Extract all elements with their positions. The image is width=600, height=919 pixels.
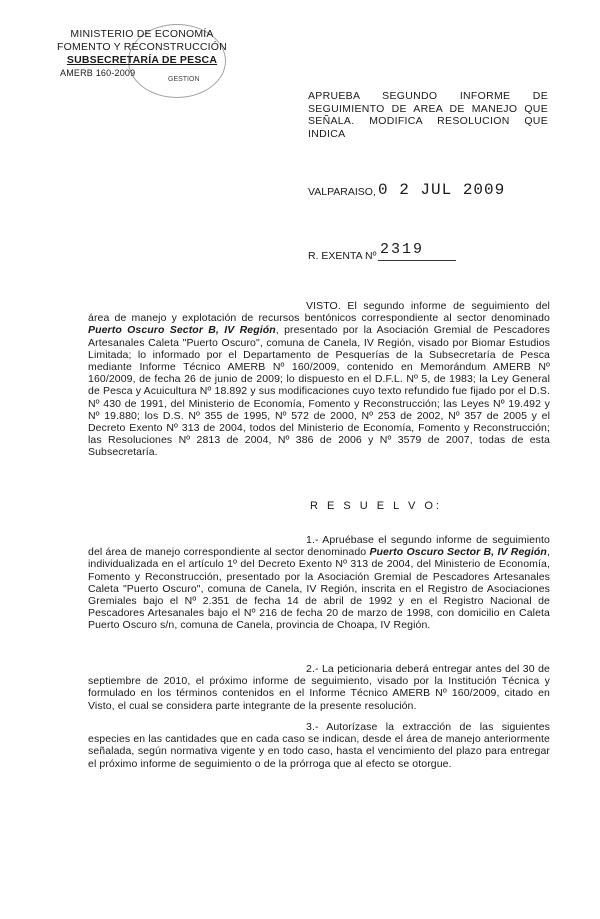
resuelvo-heading: R E S U E L V O: bbox=[310, 500, 442, 512]
place-label: VALPARAISO, bbox=[308, 186, 376, 198]
resolution-number: 2319 bbox=[380, 241, 425, 258]
resolution-underline bbox=[378, 260, 456, 261]
article-2-lead: 2.- La peticionaria deberá entregar antes del 30 bbox=[306, 663, 535, 675]
visto-paragraph: VISTO. El segundo informe de seguimiento del área de manejo y explotación de recursos bentónicos correspondiente al sector denominado Puerto Oscuro Sector B, IV Región, presentado por la Asociación Gremial de Pescadores Artesanales Caleta "Puerto Oscuro", comuna de Canela, IV Región, visado por Biomar Estudios Limitada; lo informado por el Departamento de Pesquerías de la Subsecretaría de Pesca mediante Informe Técnico AMERB Nº 160/2009, contenido en Memorándum AMERB Nº 160/2009, de fecha 26 de junio de 2009; lo dispuesto en el D.F.L. Nº 5, de 1983; la Ley General de Pesca y Acuicultura Nº 18.892 y sus modificaciones cuyo texto refundido fue fijado por el D.S. Nº 430 de 1991, del Ministerio de Economía, Fomento y Reconstrucción; las Leyes Nº 19.492 y Nº 19.880; los D.S. Nº 355 de 1995, Nº 572 de 2000, Nº 253 de 2002, Nº 357 de 2005 y el Decreto Exento Nº 313 de 2004, todos del Ministerio de Economía, Fomento y Reconstrucción; las Resoluciones Nº 2813 de 2004, Nº 386 de 2006 y Nº 3579 de 2007, todas de esta Subsecretaría. bbox=[88, 300, 550, 459]
sector-name: Puerto Oscuro Sector B, IV Región bbox=[88, 324, 276, 337]
letterhead-ministry: MINISTERIO DE ECONOMÍA bbox=[70, 28, 214, 40]
sector-name: Puerto Oscuro Sector B, IV Región bbox=[369, 546, 547, 559]
article-3: 3.- Autorízase la extracción de las siguientes especies en las cantidades que en cada caso se indican, desde el área de manejo anteriormente señalada, según normativa vigente y en todo caso, hasta el vencimiento del plazo para entregar el próximo informe de seguimiento o de la prórroga que al efecto se otorgue. bbox=[88, 721, 550, 770]
article-3-lead: 3.- Autorízase la extracción de las siguientes bbox=[306, 721, 550, 733]
letterhead-reference: AMERB 160-2009 bbox=[60, 68, 136, 78]
letterhead-department: FOMENTO Y RECONSTRUCCIÓN bbox=[57, 41, 227, 53]
date-stamp: 0 2 JUL 2009 bbox=[378, 181, 506, 199]
letterhead-subsecretariat: SUBSECRETARÍA DE PESCA bbox=[66, 54, 218, 66]
article-1: 1.- Apruébase el segundo informe de seguimiento del área de manejo correspondiente al sector denominado Puerto Oscuro Sector B, IV Región, individualizada en el artículo 1º del Decreto Exento Nº 313 de 2004, del Ministerio de Economía, Fomento y Reconstrucción, presentado por la Asociación Gremial de Pescadores Artesanales Caleta "Puerto Oscuro", comuna de Canela, IV Región, inscrita en el Registro de Asociaciones Gremiales bajo el Nº 2.351 de fecha 14 de abril de 1992 y en el Registro Nacional de Pescadores Artesanales bajo el Nº 216 de fecha 20 de marzo de 1998, con domicilio en Caleta Puerto Oscuro s/n, comuna de Canela, provincia de Choapa, IV Región. bbox=[88, 534, 550, 632]
visto-lead: VISTO. El segundo informe de seguimiento del bbox=[306, 300, 550, 312]
letterhead bbox=[52, 28, 232, 80]
subject-line: APRUEBA SEGUNDO INFORME DE bbox=[308, 90, 548, 102]
subject-line: INDICA bbox=[308, 127, 346, 140]
resolution-label: R. EXENTA Nº bbox=[308, 250, 377, 262]
stamp-text: GESTION bbox=[168, 76, 200, 83]
article-2: 2.- La peticionaria deberá entregar antes del 30 de septiembre de 2010, el próximo informe de seguimiento, visado por la Institución Técnica y formulado en los términos contenidos en el Informe Técnico AMERB Nº 160/2009, citado en Visto, el cual se considera parte integrante de la presente resolución. bbox=[88, 663, 550, 712]
subject-line: SEGUIMIENTO DE AREA DE MANEJO QUE bbox=[308, 102, 548, 115]
resolution-subject bbox=[308, 90, 548, 140]
article-1-lead: 1.- Apruébase el segundo informe de seguimiento bbox=[306, 534, 550, 546]
subject-line: SEÑALA. MODIFICA RESOLUCION QUE bbox=[308, 115, 548, 127]
